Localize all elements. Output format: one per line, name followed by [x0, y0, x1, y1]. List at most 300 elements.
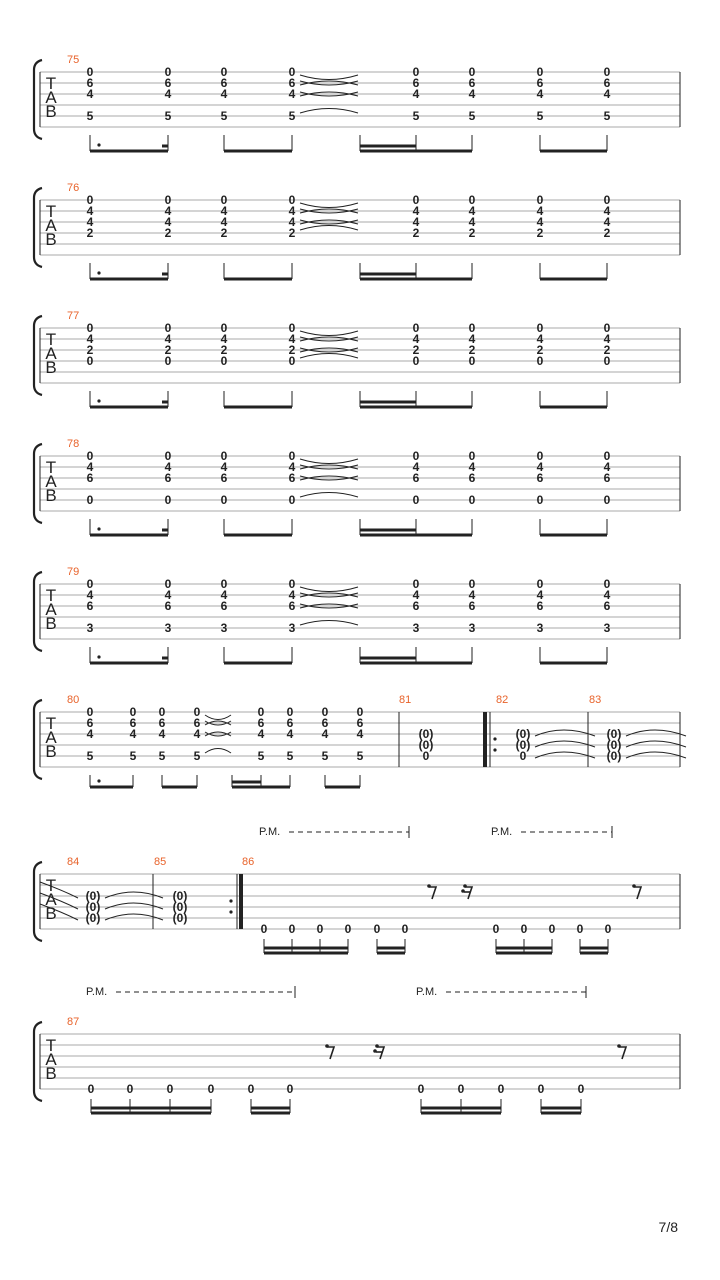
tie-arc: [300, 203, 358, 208]
tab-fret-number: 4: [164, 215, 172, 229]
augmentation-dot: [97, 779, 100, 782]
augmentation-dot: [97, 399, 100, 402]
tab-fret-number: 0: [86, 577, 94, 591]
tab-fret-number: (0): [85, 900, 101, 914]
tab-fret-number: 2: [412, 226, 420, 240]
tab-fret-number: 0: [129, 705, 137, 719]
tab-fret-number: (0): [515, 727, 531, 741]
tab-clef-letter: A: [45, 890, 57, 909]
tab-fret-number: 6: [536, 471, 544, 485]
tab-fret-number: 0: [321, 705, 329, 719]
tab-fret-number: 0: [412, 65, 420, 79]
tab-fret-number: 0: [603, 354, 611, 368]
tab-fret-number: 5: [321, 749, 329, 763]
tab-fret-number: 4: [220, 332, 228, 346]
tab-clef-letter: T: [45, 1036, 57, 1055]
tab-fret-number: 5: [356, 749, 364, 763]
tab-fret-number: 0: [220, 493, 228, 507]
tab-clef-letter: A: [45, 216, 57, 235]
tab-clef-letter: T: [45, 202, 57, 221]
tab-fret-number: 0: [164, 65, 172, 79]
tab-fret-number: 4: [158, 727, 166, 741]
augmentation-dot: [97, 271, 100, 274]
tie-arc: [205, 715, 231, 720]
rest-glyph: [632, 884, 636, 888]
tab-fret-number: 5: [164, 109, 172, 123]
tab-fret-number: 2: [536, 226, 544, 240]
tab-fret-number: 0: [288, 922, 296, 936]
tab-fret-number: 0: [158, 705, 166, 719]
tab-fret-number: 0: [603, 65, 611, 79]
tab-fret-number: 4: [603, 588, 611, 602]
tab-fret-number: 2: [288, 226, 296, 240]
tab-fret-number: 6: [412, 76, 420, 90]
tab-fret-number: 4: [164, 204, 172, 218]
tab-fret-number: 5: [129, 749, 137, 763]
tie-arc: [300, 587, 358, 592]
palm-mute-label: P.M.: [491, 826, 513, 838]
tab-clef-letter: B: [45, 1064, 57, 1083]
tab-fret-number: 0: [86, 193, 94, 207]
tab-fret-number: 4: [257, 727, 265, 741]
tab-fret-number: 4: [603, 204, 611, 218]
tab-fret-number: 2: [86, 343, 94, 357]
tab-fret-number: 2: [220, 343, 228, 357]
tab-fret-number: 4: [468, 460, 476, 474]
measure-number: 81: [399, 694, 412, 706]
tie-arc: [300, 109, 358, 114]
tab-fret-number: 5: [86, 109, 94, 123]
tab-fret-number: 6: [603, 76, 611, 90]
tab-fret-number: 0: [344, 922, 352, 936]
tab-fret-number: 4: [356, 727, 364, 741]
tab-fret-number: 0: [288, 65, 296, 79]
tab-clef-letter: A: [45, 472, 57, 491]
tab-fret-number: 4: [86, 204, 94, 218]
tab-fret-number: 4: [468, 588, 476, 602]
measure-number: 75: [67, 54, 80, 66]
tab-fret-number: 3: [412, 621, 420, 635]
tab-fret-number: 0: [288, 193, 296, 207]
tab-fret-number: 0: [164, 449, 172, 463]
tab-fret-number: 0: [257, 705, 265, 719]
tab-fret-number: 0: [164, 354, 172, 368]
tab-fret-number: 0: [412, 354, 420, 368]
tab-fret-number: 0: [603, 493, 611, 507]
tab-fret-number: 0: [166, 1082, 174, 1096]
tab-fret-number: 0: [86, 705, 94, 719]
tab-fret-number: 0: [468, 449, 476, 463]
tab-fret-number: 6: [220, 76, 228, 90]
tab-fret-number: 0: [536, 493, 544, 507]
tab-fret-number: 5: [468, 109, 476, 123]
tab-fret-number: 0: [164, 493, 172, 507]
tab-fret-number: 0: [220, 354, 228, 368]
tab-fret-number: 4: [468, 204, 476, 218]
rest-glyph: [465, 887, 472, 899]
tab-clef-letter: B: [45, 614, 57, 633]
tab-clef-letter: B: [45, 742, 57, 761]
tab-fret-number: 3: [536, 621, 544, 635]
tab-fret-number: 6: [288, 471, 296, 485]
repeat-dot: [493, 748, 496, 751]
tab-fret-number: 0: [537, 1082, 545, 1096]
tab-clef-letter: B: [45, 102, 57, 121]
tab-fret-number: 4: [536, 87, 544, 101]
tab-fret-number: 0: [468, 321, 476, 335]
rest-glyph: [429, 887, 436, 899]
rest-glyph: [617, 1044, 621, 1048]
tab-clef-letter: B: [45, 904, 57, 923]
tab-fret-number: 6: [164, 76, 172, 90]
tab-fret-number: 4: [603, 332, 611, 346]
tie-arc: [300, 354, 358, 359]
tab-fret-number: 5: [86, 749, 94, 763]
tab-fret-number: 4: [86, 727, 94, 741]
tab-fret-number: 6: [536, 599, 544, 613]
tab-clef-letter: T: [45, 458, 57, 477]
tie-arc: [300, 493, 358, 498]
tab-fret-number: 2: [536, 343, 544, 357]
tab-fret-number: 0: [412, 449, 420, 463]
tab-fret-number: 4: [288, 215, 296, 229]
tab-fret-number: 4: [536, 588, 544, 602]
repeat-dot: [229, 910, 232, 913]
tab-fret-number: 0: [220, 65, 228, 79]
tab-fret-number: 4: [536, 460, 544, 474]
tab-fret-number: (0): [172, 900, 188, 914]
tab-clef-letter: B: [45, 230, 57, 249]
palm-mute-label: P.M.: [259, 826, 281, 838]
tab-fret-number: 6: [536, 76, 544, 90]
tab-fret-number: (0): [606, 749, 622, 763]
tab-fret-number: 0: [536, 577, 544, 591]
tab-clef-letter: A: [45, 344, 57, 363]
tab-clef-letter: T: [45, 714, 57, 733]
tab-fret-number: 0: [603, 193, 611, 207]
rest-glyph: [373, 1049, 377, 1053]
tab-fret-number: 4: [86, 87, 94, 101]
tab-clef-letter: A: [45, 1050, 57, 1069]
tab-fret-number: 0: [286, 1082, 294, 1096]
tab-fret-number: 4: [288, 460, 296, 474]
tab-fret-number: (0): [606, 738, 622, 752]
measure-number: 77: [67, 310, 80, 322]
tab-clef-letter: A: [45, 88, 57, 107]
tie-arc: [105, 903, 163, 909]
tab-fret-number: 0: [497, 1082, 505, 1096]
tab-fret-number: 4: [536, 215, 544, 229]
tab-fret-number: 5: [220, 109, 228, 123]
tab-fret-number: 2: [603, 226, 611, 240]
tab-fret-number: 4: [412, 87, 420, 101]
rest-glyph: [619, 1047, 626, 1059]
tab-fret-number: 0: [536, 449, 544, 463]
tab-fret-number: 0: [401, 922, 409, 936]
tab-fret-number: 4: [86, 588, 94, 602]
tab-fret-number: 0: [519, 749, 527, 763]
tab-fret-number: (0): [515, 738, 531, 752]
tab-fret-number: 2: [86, 226, 94, 240]
tab-fret-number: 0: [86, 354, 94, 368]
tie-arc: [626, 730, 686, 736]
tab-fret-number: 4: [603, 460, 611, 474]
tab-fret-number: 0: [87, 1082, 95, 1096]
measure-number: 84: [67, 856, 80, 868]
tab-fret-number: 0: [468, 577, 476, 591]
tie-arc: [626, 741, 686, 747]
rest-glyph: [463, 884, 467, 888]
tab-fret-number: 0: [468, 193, 476, 207]
measure-number: 87: [67, 1016, 80, 1028]
tab-fret-number: 6: [468, 76, 476, 90]
tab-fret-number: 4: [129, 727, 137, 741]
tab-fret-number: 0: [577, 1082, 585, 1096]
tab-fret-number: (0): [172, 911, 188, 925]
tab-fret-number: 0: [603, 449, 611, 463]
tab-fret-number: 4: [468, 332, 476, 346]
palm-mute-label: P.M.: [86, 986, 108, 998]
tie-arc: [535, 741, 595, 747]
tie-arc: [626, 752, 686, 758]
tab-fret-number: 0: [86, 321, 94, 335]
tab-fret-number: 4: [412, 204, 420, 218]
tab-fret-number: 6: [468, 471, 476, 485]
tab-fret-number: 2: [164, 343, 172, 357]
tab-fret-number: 2: [468, 343, 476, 357]
measure-number: 85: [154, 856, 167, 868]
tab-fret-number: 0: [536, 354, 544, 368]
tab-clef-letter: T: [45, 876, 57, 895]
tab-fret-number: 4: [220, 215, 228, 229]
tab-fret-number: 0: [536, 65, 544, 79]
tab-fret-number: 0: [412, 321, 420, 335]
tab-fret-number: 4: [220, 460, 228, 474]
tab-fret-number: 0: [457, 1082, 465, 1096]
tab-fret-number: 6: [468, 599, 476, 613]
tab-fret-number: 6: [288, 76, 296, 90]
rest-glyph: [427, 884, 431, 888]
tab-fret-number: 4: [164, 332, 172, 346]
tab-fret-number: 0: [603, 321, 611, 335]
tab-fret-number: 0: [86, 449, 94, 463]
tab-fret-number: 4: [193, 727, 201, 741]
rest-glyph: [327, 1047, 334, 1059]
rest-glyph: [634, 887, 641, 899]
tab-fret-number: 4: [412, 588, 420, 602]
tab-fret-number: 0: [576, 922, 584, 936]
tab-fret-number: 6: [220, 471, 228, 485]
tab-fret-number: 4: [286, 727, 294, 741]
tab-fret-number: 2: [164, 226, 172, 240]
tab-fret-number: 6: [86, 471, 94, 485]
measure-number: 80: [67, 694, 80, 706]
tab-fret-number: 0: [492, 922, 500, 936]
tab-fret-number: 4: [603, 215, 611, 229]
tab-fret-number: 4: [288, 332, 296, 346]
tie-arc: [300, 331, 358, 336]
tab-fret-number: 5: [193, 749, 201, 763]
tie-arc: [300, 75, 358, 80]
tab-fret-number: 6: [286, 716, 294, 730]
tab-fret-number: 4: [536, 332, 544, 346]
rest-glyph: [375, 1044, 379, 1048]
tab-fret-number: 0: [260, 922, 268, 936]
tab-fret-number: 6: [86, 716, 94, 730]
tab-fret-number: 4: [536, 204, 544, 218]
rest-glyph: [461, 889, 465, 893]
tab-fret-number: 0: [288, 577, 296, 591]
tab-fret-number: 4: [321, 727, 329, 741]
tab-fret-number: 4: [603, 87, 611, 101]
tie-arc: [300, 226, 358, 231]
tab-fret-number: 6: [86, 599, 94, 613]
tab-fret-number: 6: [412, 599, 420, 613]
measure-number: 79: [67, 566, 80, 578]
tab-fret-number: 3: [288, 621, 296, 635]
tab-fret-number: 4: [164, 87, 172, 101]
tab-fret-number: 6: [356, 716, 364, 730]
tab-fret-number: 4: [288, 588, 296, 602]
measure-number: 76: [67, 182, 80, 194]
palm-mute-label: P.M.: [416, 986, 438, 998]
tie-arc: [535, 730, 595, 736]
tab-fret-number: 0: [207, 1082, 215, 1096]
tab-fret-number: 0: [603, 577, 611, 591]
tab-clef-letter: A: [45, 600, 57, 619]
tab-fret-number: 5: [412, 109, 420, 123]
tab-fret-number: 0: [164, 321, 172, 335]
tab-fret-number: (0): [418, 727, 434, 741]
tab-fret-number: 2: [603, 343, 611, 357]
tab-fret-number: 0: [286, 705, 294, 719]
tab-fret-number: 4: [412, 332, 420, 346]
repeat-dot: [229, 899, 232, 902]
tab-fret-number: 0: [164, 193, 172, 207]
tab-fret-number: 4: [86, 460, 94, 474]
tab-fret-number: 4: [288, 87, 296, 101]
tab-fret-number: (0): [85, 911, 101, 925]
augmentation-dot: [97, 527, 100, 530]
tab-fret-number: 0: [417, 1082, 425, 1096]
tab-fret-number: 0: [316, 922, 324, 936]
tie-arc: [205, 749, 231, 754]
tab-fret-number: 0: [247, 1082, 255, 1096]
tab-fret-number: 0: [288, 321, 296, 335]
measure-number: 83: [589, 694, 602, 706]
tie-arc: [300, 459, 358, 464]
measure-number: 82: [496, 694, 509, 706]
tab-fret-number: 0: [536, 193, 544, 207]
tab-fret-number: 5: [288, 109, 296, 123]
tab-fret-number: 3: [86, 621, 94, 635]
tab-fret-number: (0): [418, 738, 434, 752]
tab-fret-number: 4: [288, 204, 296, 218]
tab-fret-number: 0: [86, 493, 94, 507]
tab-fret-number: 0: [412, 193, 420, 207]
tab-fret-number: 0: [86, 65, 94, 79]
tab-fret-number: 5: [536, 109, 544, 123]
tab-clef-letter: A: [45, 728, 57, 747]
tab-fret-number: 6: [412, 471, 420, 485]
tab-fret-number: 2: [468, 226, 476, 240]
tab-fret-number: 0: [193, 705, 201, 719]
tab-fret-number: 6: [129, 716, 137, 730]
tab-fret-number: 4: [468, 87, 476, 101]
tab-fret-number: 0: [520, 922, 528, 936]
tab-clef-letter: T: [45, 74, 57, 93]
tab-fret-number: 0: [468, 65, 476, 79]
tab-fret-number: 6: [288, 599, 296, 613]
tab-fret-number: 0: [422, 749, 430, 763]
tab-fret-number: 4: [412, 460, 420, 474]
measure-number: 86: [242, 856, 255, 868]
tab-fret-number: 0: [126, 1082, 134, 1096]
tab-fret-number: 4: [86, 332, 94, 346]
tab-fret-number: 3: [164, 621, 172, 635]
rest-glyph: [325, 1044, 329, 1048]
tab-fret-number: 3: [468, 621, 476, 635]
tab-fret-number: 6: [603, 599, 611, 613]
tab-fret-number: 4: [220, 588, 228, 602]
tab-fret-number: 4: [220, 204, 228, 218]
augmentation-dot: [97, 655, 100, 658]
tab-fret-number: 4: [164, 460, 172, 474]
tab-fret-number: 4: [468, 215, 476, 229]
tab-fret-number: 4: [412, 215, 420, 229]
tab-fret-number: 2: [220, 226, 228, 240]
tab-fret-number: 6: [603, 471, 611, 485]
tie-arc: [105, 914, 163, 920]
tab-fret-number: 0: [220, 449, 228, 463]
tab-fret-number: 0: [164, 577, 172, 591]
tab-fret-number: 0: [220, 193, 228, 207]
tab-fret-number: 6: [321, 716, 329, 730]
tab-fret-number: 0: [373, 922, 381, 936]
tab-fret-number: 0: [468, 354, 476, 368]
tab-fret-number: 3: [603, 621, 611, 635]
page-number: 7/8: [658, 1219, 678, 1235]
tab-fret-number: 4: [220, 87, 228, 101]
tab-fret-number: 0: [412, 493, 420, 507]
tab-fret-number: 0: [288, 354, 296, 368]
tie-arc: [300, 621, 358, 626]
tab-fret-number: 6: [164, 599, 172, 613]
tab-fret-number: 0: [604, 922, 612, 936]
tie-arc: [535, 752, 595, 758]
tab-fret-number: (0): [172, 889, 188, 903]
tab-fret-number: 6: [86, 76, 94, 90]
tab-fret-number: 5: [286, 749, 294, 763]
tab-fret-number: 6: [164, 471, 172, 485]
tab-fret-number: 0: [548, 922, 556, 936]
tab-fret-number: (0): [606, 727, 622, 741]
rest-glyph: [377, 1047, 384, 1059]
repeat-dot: [493, 737, 496, 740]
tab-fret-number: 0: [288, 493, 296, 507]
tab-fret-number: 4: [86, 215, 94, 229]
tab-fret-number: (0): [85, 889, 101, 903]
tab-fret-number: 0: [288, 449, 296, 463]
tab-clef-letter: T: [45, 586, 57, 605]
tab-fret-number: 2: [288, 343, 296, 357]
tie-arc: [105, 892, 163, 898]
tab-fret-number: 0: [356, 705, 364, 719]
tab-fret-number: 0: [412, 577, 420, 591]
tab-fret-number: 0: [220, 321, 228, 335]
tab-fret-number: 6: [158, 716, 166, 730]
tab-fret-number: 5: [257, 749, 265, 763]
